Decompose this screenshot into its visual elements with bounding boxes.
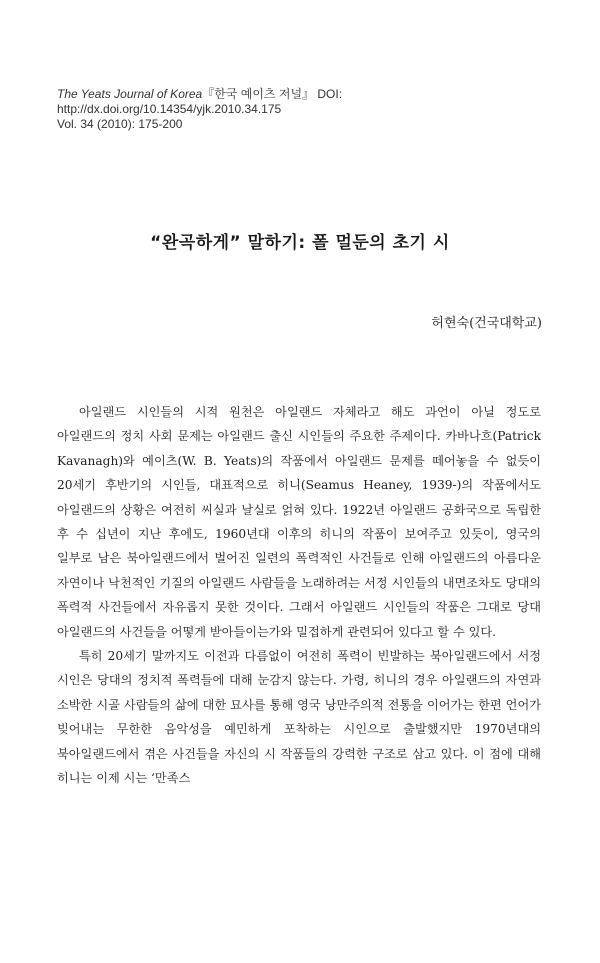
- body-paragraph: 아일랜드 시인들의 시적 원천은 아일랜드 자체라고 해도 과언이 아닐 정도로 아일랜드의 정치 사회 문제는 아일랜드 출신 시인들의 주요한 주제이다. 카바나흐(Patrick Kavanagh)와 예이츠(W. B. Yeats)의 작품에서 아일랜드 문제를 떼어놓을 수 없듯이 20세기 후반기의 시인들, 대표적으로 히니(Seamus Heaney, 1939-)의 작품에서도 아일랜드의 상황은 여전히 씨실과 날실로 얽혀 있다. 1922년 아일랜드 공화국으로 독립한 후 수 십년이 지난 후에도, 1960년대 이후의 히니의 작품이 보여주고 있듯이, 영국의 일부로 남은 북아일랜드에서 벌어진 일련의 폭력적인 사건들로 인해 아일랜드의 아름다운 자연이나 낙천적인 기질의 아일랜드 사람들을 노래하려는 서정 시인들의 내면조차도 당대의 폭력적 사건들에서 자유롭지 못한 것이다. 그래서 아일랜드 시인들의 작품은 그대로 당대 아일랜드의 사건들을 어떻게 받아들이는가와 밀접하게 관련되어 있다고 할 수 있다.: [57, 405, 541, 639]
- body-paragraph: 특히 20세기 말까지도 이전과 다름없이 여전히 폭력이 빈발하는 북아일랜드에서 서정 시인은 당대의 정치적 폭력들에 대해 눈감지 않는다. 가령, 히니의 경우 아일랜드의 자연과 소박한 시골 사람들의 삶에 대한 묘사를 통해 영국 낭만주의적 전통을 이어가는 한편 언어가 빚어내는 무한한 음악성을 예민하게 포착하는 시인으로 출발했지만 1970년대의 북아일랜드에서 겪은 사건들을 자신의 시 작품들의 강력한 구조로 삼고 있다. 이 점에 대해 히니는 이제 시는 ‘만족스: [57, 649, 541, 786]
- volume-info: Vol. 34 (2010): 175-200: [57, 117, 183, 131]
- article-body: [57, 400, 541, 791]
- journal-header: [57, 87, 557, 132]
- doi-link[interactable]: DOI: http://dx.doi.org/10.14354/yjk.2010.34.175: [57, 87, 343, 116]
- journal-name: The Yeats Journal of Korea: [57, 87, 203, 101]
- article-title: “완곡하게” 말하기: 폴 멀둔의 초기 시: [150, 233, 450, 253]
- article-author: 허현숙(건국대학교): [431, 316, 542, 331]
- journal-korean-title: 『한국 예이츠 저널』: [202, 87, 315, 101]
- journal-citation-line: [57, 87, 557, 117]
